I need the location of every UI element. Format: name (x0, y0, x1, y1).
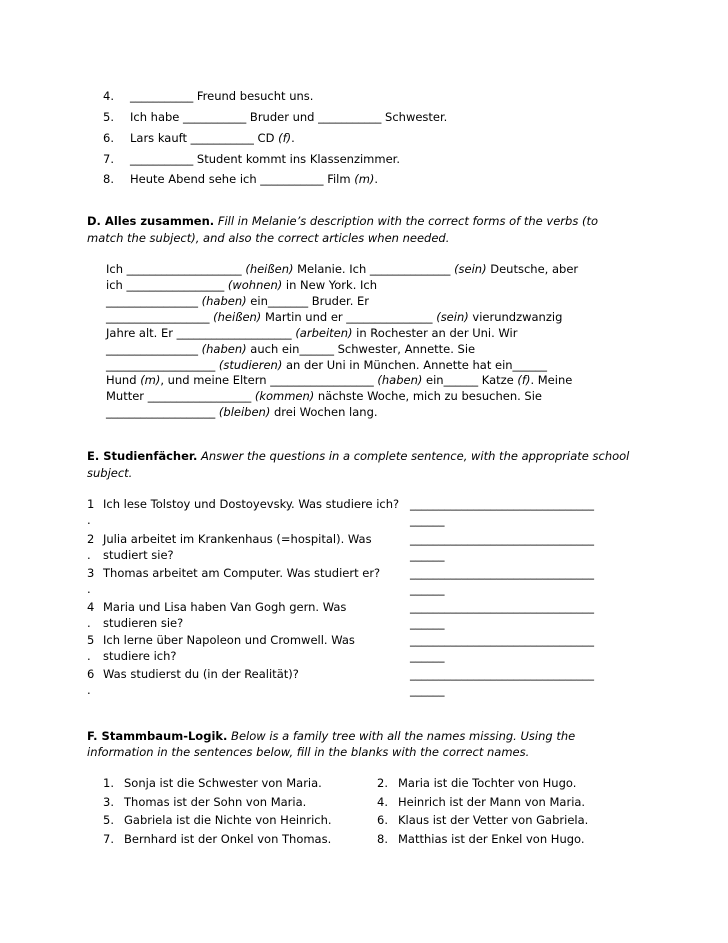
paragraph-line: ________________ (haben) auch ein______ Schwester, Annette. Sie (106, 342, 476, 356)
answer-blank: ________________________________ (410, 532, 594, 546)
paragraph-line: Ich ____________________ (heißen) Melanie. Ich ______________ (sein) Deutsche, aber (106, 262, 579, 276)
question-dot: . (87, 582, 91, 596)
item-number: 4. (103, 89, 114, 103)
question-number: 5 (87, 633, 95, 647)
exercise-item: Heute Abend sehe ich ___________ Film (m). (130, 172, 379, 186)
section-f-heading: F. Stammbaum-Logik. Below is a family tree with all the names missing. Using the (87, 729, 576, 743)
question-text: Ich lerne über Napoleon und Cromwell. Was (103, 633, 355, 647)
question-text: studieren sie? (103, 616, 184, 630)
exercise-item: Lars kauft ___________ CD (f). (130, 131, 295, 145)
question-text: Ich lese Tolstoy und Dostoyevsky. Was studiere ich? (103, 497, 400, 511)
paragraph-line: ich _________________ (wohnen) in New York. Ich (106, 278, 378, 292)
section-f-instruction: information in the sentences below, fill in the blanks with the correct names. (87, 745, 530, 759)
question-text: Julia arbeitet im Krankenhaus (=hospital). Was (103, 532, 372, 546)
clue-text: Bernhard ist der Onkel von Thomas. (124, 832, 332, 846)
question-text: studiere ich? (103, 649, 177, 663)
question-text: studiert sie? (103, 548, 174, 562)
question-text: Maria und Lisa haben Van Gogh gern. Was (103, 600, 347, 614)
answer-blank-tail: ______ (410, 683, 445, 697)
paragraph-line: Hund (m), und meine Eltern __________________ (haben) ein______ Katze (f). Meine (106, 373, 573, 387)
answer-blank: ________________________________ (410, 600, 594, 614)
clue-number: 6. (377, 813, 388, 827)
question-number: 3 (87, 566, 95, 580)
paragraph-line: ________________ (haben) ein_______ Bruder. Er (106, 294, 370, 308)
paragraph-line: ___________________ (studieren) an der Uni in München. Annette hat ein______ (106, 358, 548, 372)
question-dot: . (87, 616, 91, 630)
question-dot: . (87, 513, 91, 527)
clue-text: Thomas ist der Sohn von Maria. (124, 795, 307, 809)
clue-number: 7. (103, 832, 114, 846)
clue-text: Matthias ist der Enkel von Hugo. (398, 832, 585, 846)
clue-number: 5. (103, 813, 114, 827)
answer-blank: ________________________________ (410, 667, 594, 681)
item-number: 5. (103, 110, 114, 124)
answer-blank-tail: ______ (410, 649, 445, 663)
question-number: 4 (87, 600, 95, 614)
clue-text: Maria ist die Tochter von Hugo. (398, 776, 577, 790)
item-number: 8. (103, 172, 114, 186)
paragraph-line: Mutter __________________ (kommen) nächste Woche, mich zu besuchen. Sie (106, 389, 543, 403)
answer-blank: ________________________________ (410, 566, 594, 580)
clue-number: 2. (377, 776, 388, 790)
clue-number: 3. (103, 795, 114, 809)
item-number: 6. (103, 131, 114, 145)
question-number: 1 (87, 497, 95, 511)
paragraph-line: Jahre alt. Er ____________________ (arbeiten) in Rochester an der Uni. Wir (106, 326, 518, 340)
question-number: 2 (87, 532, 95, 546)
clue-number: 8. (377, 832, 388, 846)
item-number: 7. (103, 152, 114, 166)
question-number: 6 (87, 667, 95, 681)
section-e-heading: E. Studienfächer. Answer the questions in a complete sentence, with the appropriate school (87, 449, 630, 463)
clue-text: Sonja ist die Schwester von Maria. (124, 776, 322, 790)
answer-blank: ________________________________ (410, 497, 594, 511)
clue-number: 1. (103, 776, 114, 790)
question-dot: . (87, 683, 91, 697)
paragraph-line: ___________________ (bleiben) drei Wochen lang. (106, 405, 378, 419)
paragraph-line: __________________ (heißen) Martin und er _______________ (sein) vierundzwanzig (106, 310, 563, 324)
section-e-instruction: subject. (87, 466, 133, 480)
question-dot: . (87, 649, 91, 663)
answer-blank-tail: ______ (410, 616, 445, 630)
answer-blank: ________________________________ (410, 633, 594, 647)
section-d-instruction: match the subject), and also the correct articles when needed. (87, 231, 450, 245)
question-dot: . (87, 548, 91, 562)
exercise-item: ___________ Student kommt ins Klassenzimmer. (130, 152, 400, 166)
exercise-item: Ich habe ___________ Bruder und ___________ Schwester. (130, 110, 448, 124)
question-text: Was studierst du (in der Realität)? (103, 667, 299, 681)
exercise-item: ___________ Freund besucht uns. (130, 89, 314, 103)
clue-number: 4. (377, 795, 388, 809)
question-text: Thomas arbeitet am Computer. Was studiert er? (103, 566, 381, 580)
answer-blank-tail: ______ (410, 548, 445, 562)
clue-text: Klaus ist der Vetter von Gabriela. (398, 813, 589, 827)
clue-text: Heinrich ist der Mann von Maria. (398, 795, 586, 809)
answer-blank-tail: ______ (410, 513, 445, 527)
clue-text: Gabriela ist die Nichte von Heinrich. (124, 813, 332, 827)
answer-blank-tail: ______ (410, 582, 445, 596)
section-d-heading: D. Alles zusammen. Fill in Melanie’s description with the correct forms of the verbs (to (87, 214, 598, 228)
